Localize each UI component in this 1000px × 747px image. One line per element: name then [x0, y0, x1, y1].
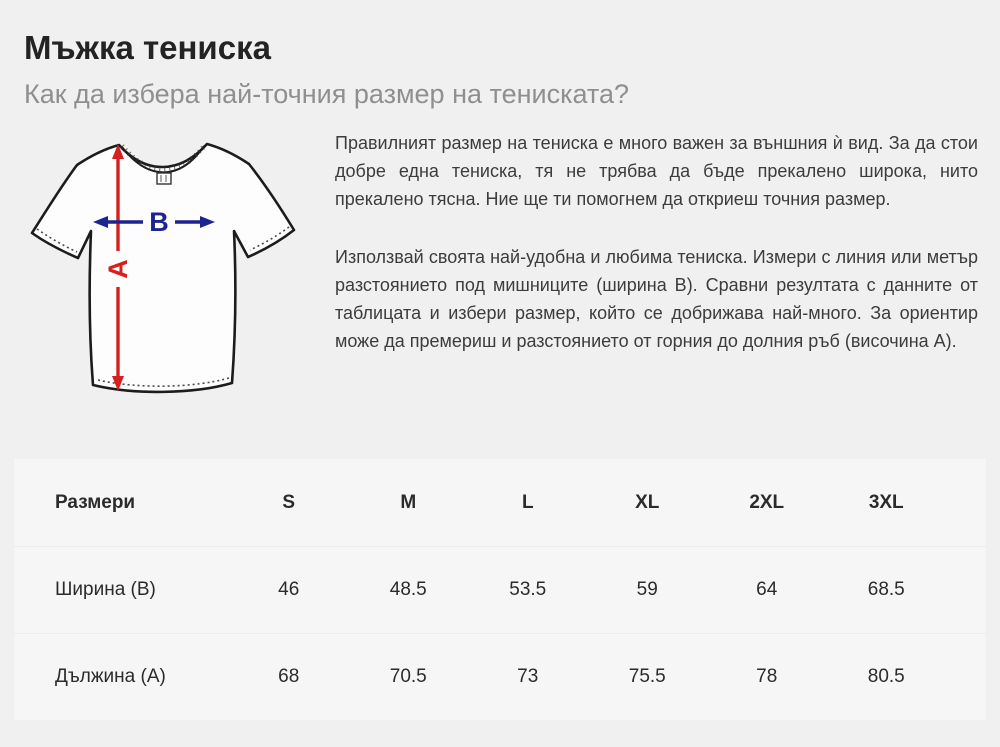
- intro-paragraph-2: Използвай своята най-удобна и любима тениска. Измери с линия или метър разстоянието под мишниците (ширина B). Сравни резултата с данните от таблицата и избери размер, който се добрижава най-много. За ориентир може да премериш и разстоянието от горния до долния ръб (височина A).: [335, 247, 978, 351]
- table-row-width: [14, 546, 986, 633]
- intro-text: [335, 129, 978, 355]
- table-row-length: [14, 633, 986, 720]
- arrow-a-label: A: [103, 259, 133, 279]
- width-value-s: 46: [278, 579, 300, 600]
- length-value-2xl: 78: [756, 666, 778, 687]
- intro-section: [0, 111, 1000, 421]
- size-header-2xl: 2XL: [749, 491, 785, 513]
- width-value-3xl: 68.5: [867, 579, 905, 600]
- size-header-l: L: [521, 491, 534, 513]
- size-header-m: M: [400, 491, 417, 513]
- width-value-m: 48.5: [389, 579, 427, 600]
- size-table-header-label: Размери: [55, 491, 136, 513]
- size-header-3xl: 3XL: [868, 491, 904, 513]
- intro-paragraph-1: Правилният размер на тениска е много важен за външния ѝ вид. За да стои добре една тениска, тя не трябва да бъде прекалено широка, нито прекалено тясна. Ние ще ти помогнем да откриеш точния размер.: [335, 133, 978, 209]
- length-value-3xl: 80.5: [867, 666, 905, 687]
- tshirt-measurement-diagram: [22, 129, 310, 421]
- length-value-s: 68: [278, 666, 300, 687]
- width-value-xl: 59: [636, 579, 658, 600]
- row-label-length: Дължина (A): [55, 666, 166, 687]
- page-subtitle: Как да избера най-точния размер на тениската?: [24, 79, 629, 109]
- width-value-l: 53.5: [509, 579, 547, 600]
- neck-tag: [157, 173, 171, 184]
- size-table: [14, 459, 986, 720]
- tshirt-diagram-svg: [22, 129, 310, 421]
- length-value-xl: 75.5: [628, 666, 666, 687]
- size-header-xl: XL: [635, 491, 660, 513]
- size-header-s: S: [282, 491, 296, 513]
- length-value-m: 70.5: [389, 666, 427, 687]
- size-table-header-row: [14, 459, 986, 546]
- page-title: Мъжка тениска: [24, 29, 271, 66]
- length-value-l: 73: [517, 666, 539, 687]
- width-value-2xl: 64: [756, 579, 778, 600]
- row-label-width: Ширина (B): [55, 579, 156, 600]
- page-header: [0, 0, 1000, 111]
- arrow-b-label: B: [149, 207, 169, 237]
